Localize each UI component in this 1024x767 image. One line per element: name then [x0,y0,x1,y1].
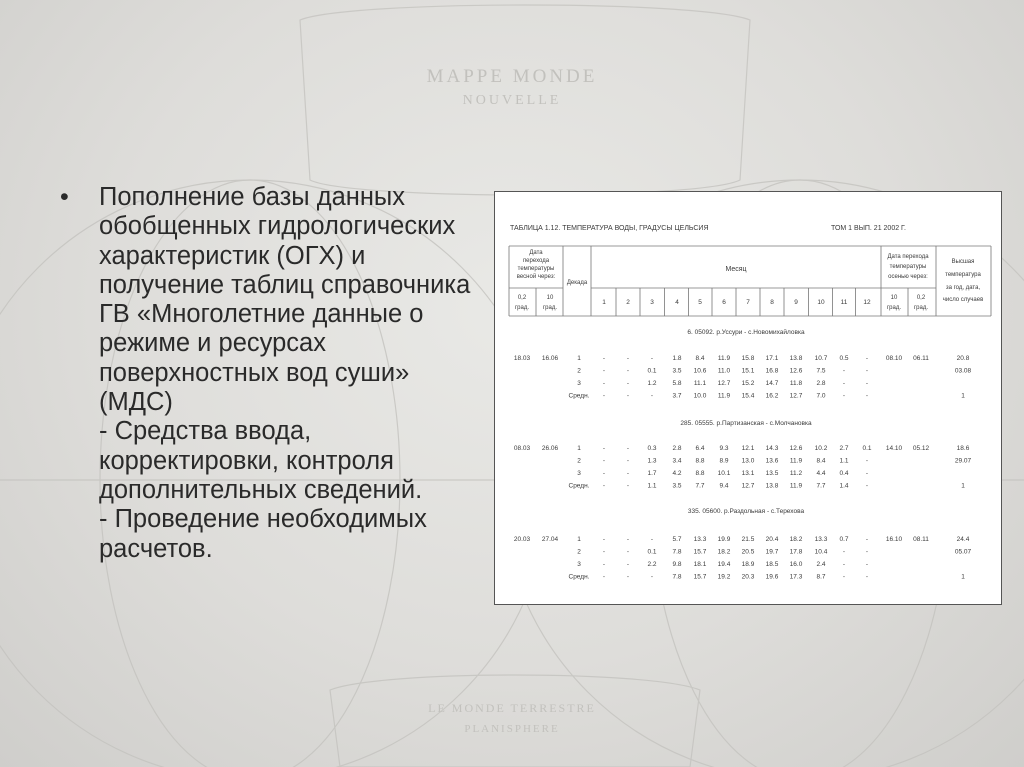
station-spring-02: 18.03 [513,355,531,362]
header-autumn-line: осенью через: [888,274,928,280]
table-cell: 19.6 [765,573,779,581]
table-cell: 13.3 [693,536,707,543]
station-autumn-10: 08.10 [885,355,903,362]
table-cell: 9.8 [672,561,682,568]
row-decade: Средн. [568,482,590,490]
table-cell: 12.6 [789,367,803,375]
table-cell: 14.3 [765,445,779,452]
header-sub-02: 0,2 [517,295,527,301]
header-max-line: Высшая [951,259,975,265]
table-cell: 12.7 [717,380,731,387]
table-cell: 17.1 [765,355,779,362]
table-cell: - [842,380,846,387]
month-header: 7 [746,299,750,306]
table-cell: 13.0 [741,457,755,465]
table-scan [494,191,1002,605]
table-cell: 3.4 [672,457,682,465]
header-month: Месяц [725,266,747,273]
table-cell: 7.0 [816,392,826,400]
month-header: 10 [817,299,825,306]
map-footer-2: PLANISPHERE [464,723,560,735]
table-cell: 0.7 [839,536,849,543]
table-cell: - [626,482,630,490]
table-cell: 10.7 [814,355,828,362]
table-cell: 19.9 [717,536,731,543]
table-cell: - [602,573,606,581]
station-autumn-02: 06.11 [913,355,929,362]
table-cell: - [865,457,869,465]
table-cell: 16.0 [789,561,803,568]
row-max: 1 [961,573,965,581]
month-header: 4 [675,299,679,306]
table-cell: 10.6 [693,367,707,375]
table-cell: 4.2 [672,470,682,477]
station-spring-10: 16.06 [541,355,559,362]
row-max: 05.07 [954,548,972,556]
table-cell: 20.4 [765,536,779,543]
table-cell: - [602,380,606,387]
table-cell: 15.8 [741,355,755,362]
table-cell: 16.8 [765,367,779,375]
table-cell: 0.5 [839,355,849,362]
table-cell: 7.8 [672,573,682,581]
header-max-line: число случаев [942,297,984,303]
table-cell: 10.2 [814,445,828,452]
header-sub-10: 10 [890,295,898,301]
table-cell: 8.7 [816,573,826,581]
table-cell: 7.8 [672,548,682,556]
table-cell: 19.2 [717,573,731,581]
table-cell: 3.5 [672,367,682,375]
header-decade: Декада [566,280,588,286]
table-cell: - [602,536,606,543]
table-cell: 13.8 [789,355,803,362]
row-max: 1 [961,392,965,400]
table-cell: - [865,536,869,543]
month-header: 3 [650,299,654,306]
station-autumn-10: 16.10 [885,536,903,543]
month-header: 9 [794,299,798,306]
table-cell: - [865,573,869,581]
table-cell: 18.2 [789,536,803,543]
row-max: 29.07 [954,457,972,465]
table-cell: 14.7 [765,380,779,387]
table-cell: - [602,367,606,375]
table-cell: 13.1 [741,470,755,477]
table-cell: - [602,470,606,477]
row-decade: 3 [577,470,581,477]
table-cell: - [842,573,846,581]
table-cell: 10.0 [693,392,707,400]
table-cell: 1.2 [647,380,657,387]
table-cell: - [626,536,630,543]
table-cell: 1.1 [647,482,657,490]
table-cell: 0.1 [647,548,657,556]
row-decade: 1 [577,536,581,543]
table-cell: 11.8 [789,380,803,387]
table-cell: 7.7 [695,482,705,490]
header-autumn-line: Дата перехода [887,254,929,260]
table-cell: 9.3 [719,445,729,452]
table-cell: - [626,573,630,581]
table-cell: - [626,548,630,556]
table-cell: 17.8 [789,548,803,556]
table-cell: - [865,367,869,375]
table-cell: 8.4 [695,355,705,362]
table-cell: - [865,482,869,490]
table-cell: 12.7 [789,392,803,400]
map-title-2: NOUVELLE [462,93,562,108]
header-sub-10: 10 [546,295,554,301]
month-header: 12 [863,299,871,306]
table-cell: 1.1 [839,457,849,465]
table-cell: 5.7 [672,536,682,543]
table-cell: 12.1 [741,445,755,452]
header-sub-02: 0,2 [916,295,926,301]
row-decade: Средн. [568,392,590,400]
table-cell: - [842,548,846,556]
table-cell: 11.0 [717,367,731,375]
table-cell: - [626,561,630,568]
table-cell: 2.8 [816,380,826,387]
header-sub-grad: град. [913,305,929,311]
table-cell: 21.5 [741,536,755,543]
header-sub-grad: град. [514,305,530,311]
header-spring-line: Дата [529,250,543,256]
table-cell: 16.2 [765,392,779,400]
table-cell: - [650,355,654,362]
table-cell: - [650,573,654,581]
table-cell: - [650,392,654,400]
header-spring-line: перехода [522,258,550,264]
table-cell: 1.7 [647,470,657,477]
table-cell: 0.1 [647,367,657,375]
table-cell: - [602,457,606,465]
month-header: 5 [698,299,702,306]
month-header: 1 [602,299,606,306]
header-max-line: температура [945,272,981,278]
table-cell: - [626,445,630,452]
table-cell: 15.7 [693,573,707,581]
table-cell: 13.8 [765,482,779,490]
table-cell: 1.8 [672,355,682,362]
table-cell: - [865,548,869,556]
temperature-table [495,192,1001,604]
table-cell: 11.9 [717,355,731,362]
table-cell: 2.7 [839,445,849,452]
row-decade: 2 [577,367,581,375]
table-cell: - [626,380,630,387]
row-decade: 2 [577,457,581,465]
bullet-text: Пополнение базы данных обобщенных гидрологических характеристик (ОГХ) и получение таблиц справочника ГВ «Многолетние данные о режиме и ресурсах поверхностных вод суши» (МДС) - Средства ввода, корректировки, контроля дополнительных сведений. - Проведение необходимых расчетов. [99,183,471,563]
row-max: 1 [961,482,965,490]
table-cell: 20.5 [741,548,755,556]
station-spring-10: 27.04 [541,536,559,543]
table-cell: - [865,470,869,477]
table-cell: 6.4 [695,445,705,452]
row-max: 18.6 [956,445,970,452]
header-autumn-line: температуры [889,264,927,270]
bullet-marker: • [60,183,69,211]
table-cell: - [842,392,846,400]
table-cell: - [626,470,630,477]
table-cell: 18.2 [717,548,731,556]
row-decade: 3 [577,561,581,568]
table-cell: - [602,392,606,400]
table-cell: 18.5 [765,561,779,568]
station-name: 6. 05092. р.Уссури - с.Новомихайловка [687,329,805,336]
header-sub-grad: град. [886,305,902,311]
table-cell: 12.7 [741,482,755,490]
table-cell: 15.1 [741,367,755,375]
month-header: 2 [626,299,630,306]
table-cell: - [842,367,846,375]
row-decade: 1 [577,445,581,452]
table-cell: - [602,482,606,490]
table-cell: 0.3 [647,445,657,452]
table-cell: - [602,355,606,362]
table-cell: 2.2 [647,561,657,568]
table-cell: 15.7 [693,548,707,556]
table-cell: 1.4 [839,482,849,490]
table-cell: - [650,536,654,543]
table-cell: 4.4 [816,470,826,477]
table-cell: 8.8 [695,457,705,465]
table-cell: 15.2 [741,380,755,387]
row-max: 24.4 [956,536,970,543]
table-cell: - [865,355,869,362]
table-cell: 3.7 [672,392,682,400]
table-cell: 0.4 [839,470,849,477]
header-spring-line: температуры [517,266,555,272]
table-cell: 20.3 [741,573,755,581]
table-cell: 11.9 [789,457,803,465]
map-title-1: MAPPE MONDE [426,66,598,87]
table-cell: 8.4 [816,457,826,465]
row-decade: Средн. [568,573,590,581]
month-header: 11 [840,299,848,306]
table-cell: 11.9 [789,482,803,490]
station-autumn-10: 14.10 [885,445,903,452]
table-cell: 13.5 [765,470,779,477]
table-cell: 13.3 [814,536,828,543]
table-cell: 11.9 [717,392,731,400]
table-cell: 19.4 [717,561,731,568]
table-cell: 5.8 [672,380,682,387]
month-header: 8 [770,299,774,306]
table-cell: 1.3 [647,457,657,465]
table-cell: - [602,561,606,568]
table-caption: ТАБЛИЦА 1.12. ТЕМПЕРАТУРА ВОДЫ, ГРАДУСЫ ЦЕЛЬСИЯ [510,225,709,232]
table-cell: 18.1 [693,561,707,568]
table-cell: - [602,548,606,556]
table-volume: ТОМ 1 ВЫП. 21 2002 Г. [831,225,906,232]
table-cell: 13.6 [765,457,779,465]
table-cell: 12.6 [789,445,803,452]
table-cell: 2.4 [816,561,826,568]
table-cell: 8.9 [719,457,729,465]
row-decade: 3 [577,380,581,387]
station-name: 335. 05600. р.Раздольная - с.Терехова [687,508,805,515]
row-max: 03.08 [954,367,972,375]
row-decade: 1 [577,355,581,362]
table-cell: 18.9 [741,561,755,568]
table-cell: 3.5 [672,482,682,490]
table-cell: 15.4 [741,392,755,400]
header-spring-line: весной через: [516,274,556,280]
table-cell: 10.1 [717,470,731,477]
header-sub-grad: град. [542,305,558,311]
row-max: 20.8 [956,355,970,362]
table-cell: 11.2 [789,470,803,477]
row-decade: 2 [577,548,581,556]
station-spring-02: 08.03 [513,445,531,452]
station-autumn-02: 05.12 [912,445,930,452]
station-autumn-02: 08.11 [913,536,929,543]
table-cell: 9.4 [719,482,729,490]
table-cell: 17.3 [789,573,803,581]
table-cell: 0.1 [862,445,872,452]
table-cell: 19.7 [765,548,779,556]
table-cell: - [626,457,630,465]
table-cell: - [865,561,869,568]
table-cell: - [626,392,630,400]
table-cell: 11.1 [693,380,707,387]
table-cell: - [626,355,630,362]
table-cell: - [602,445,606,452]
table-cell: - [626,367,630,375]
table-cell: 2.8 [672,445,682,452]
station-spring-02: 20.03 [513,536,531,543]
table-cell: 7.5 [816,367,826,375]
table-cell: - [865,380,869,387]
month-header: 6 [722,299,726,306]
table-cell: 8.8 [695,470,705,477]
table-cell: 10.4 [814,548,828,556]
map-footer-1: LE MONDE TERRESTRE [428,701,596,715]
table-cell: 7.7 [816,482,826,490]
station-spring-10: 26.06 [541,445,559,452]
station-name: 285. 05555. р.Партизанская - с.Молчановка [680,420,812,427]
table-cell: - [842,561,846,568]
table-cell: - [865,392,869,400]
header-max-line: за год, дата, [945,285,981,291]
